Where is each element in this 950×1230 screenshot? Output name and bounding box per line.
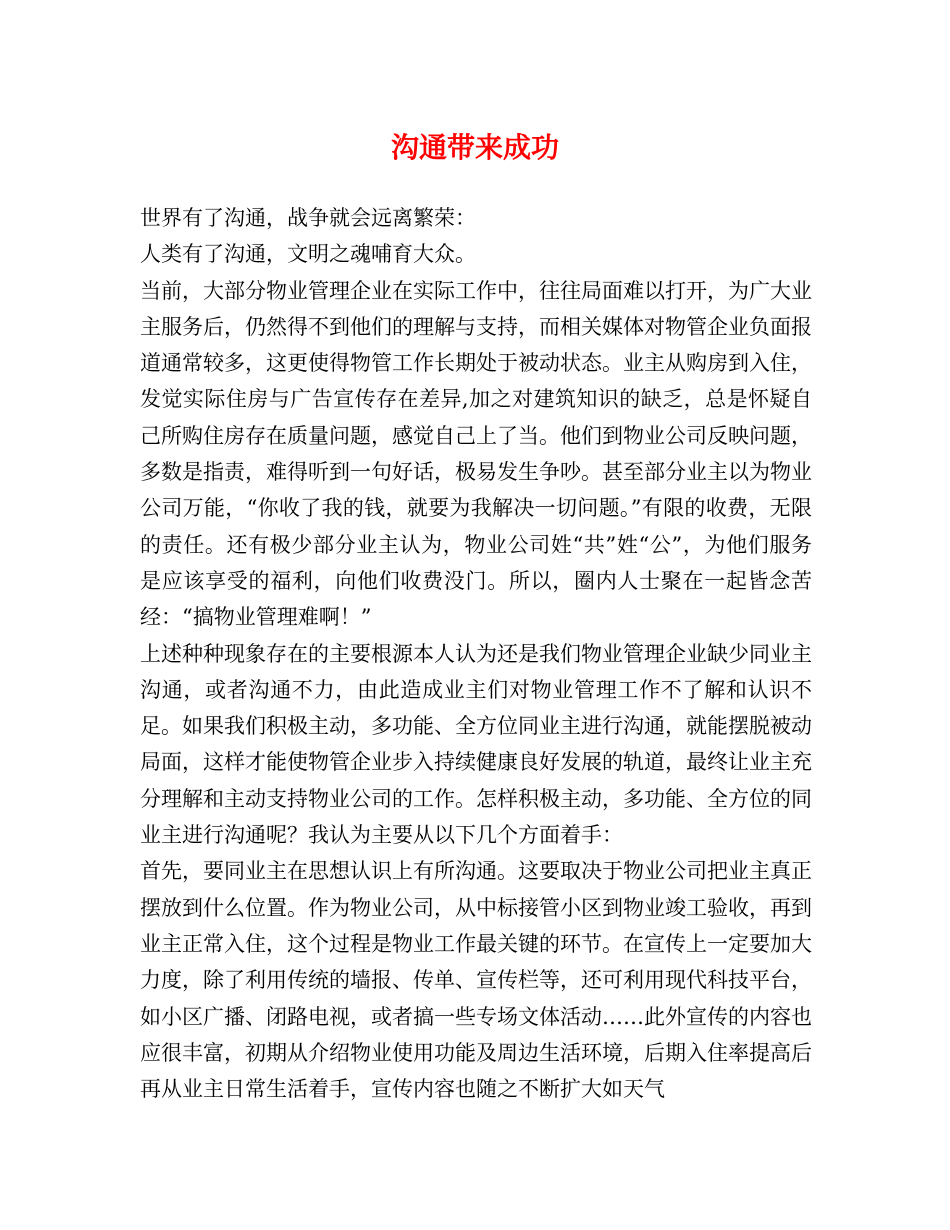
paragraph-5: 首先，要同业主在思想认识上有所沟通。这要取决于物业公司把业主真正摆放到什么位置。作为物业公司，从中标接管小区到物业竣工验收，再到业主正常入住，这个过程是物业工作最关键的环节。在宣传上一定要加大力度，除了利用传统的墙报、传单、宣传栏等，还可利用现代科技平台，如小区广播、闭路电视，或者搞一些专场文体活动……此外宣传的内容也应很丰富，初期从介绍物业使用功能及周边生活环境，后期入住率提高后再从业主日常生活着手，宣传内容也随之不断扩大如天气 [140, 859, 812, 1102]
paragraph-3: 当前，大部分物业管理企业在实际工作中，往往局面难以打开，为广大业主服务后，仍然得不到他们的理解与支持，而相关媒体对物管企业负面报道通常较多，这更使得物管工作长期处于被动状态。业主从购房到入住，发觉实际住房与广告宣传存在差异,加之对建筑知识的缺乏，总是怀疑自己所购住房存在质量问题，感觉自己上了当。他们到物业公司反映问题，多数是指责，难得听到一句好话，极易发生争吵。甚至部分业主以为物业公司万能，“你收了我的钱，就要为我解决一切问题。”有限的收费，无限的责任。还有极少部分业主认为，物业公司姓“共”姓“公”，为他们服务是应该享受的福利，向他们收费没门。所以，圈内人士聚在一起皆念苦经：“搞物业管理难啊！” [140, 278, 812, 630]
paragraph-1: 世界有了沟通，战争就会远离繁荣： [140, 206, 476, 230]
paragraph-4: 上述种种现象存在的主要根源本人认为还是我们物业管理企业缺少同业主沟通，或者沟通不力，由此造成业主们对物业管理工作不了解和认识不足。如果我们积极主动，多功能、全方位同业主进行沟通，就能摆脱被动局面，这样才能使物管企业步入持续健康良好发展的轨道，最终让业主充分理解和主动支持物业公司的工作。怎样积极主动，多功能、全方位的同业主进行沟通呢？我认为主要从以下几个方面着手： [140, 641, 812, 848]
document-body [140, 200, 812, 1107]
document-title: 沟通带来成功 [390, 131, 559, 164]
paragraph-2: 人类有了沟通，文明之魂哺育大众。 [140, 242, 476, 267]
